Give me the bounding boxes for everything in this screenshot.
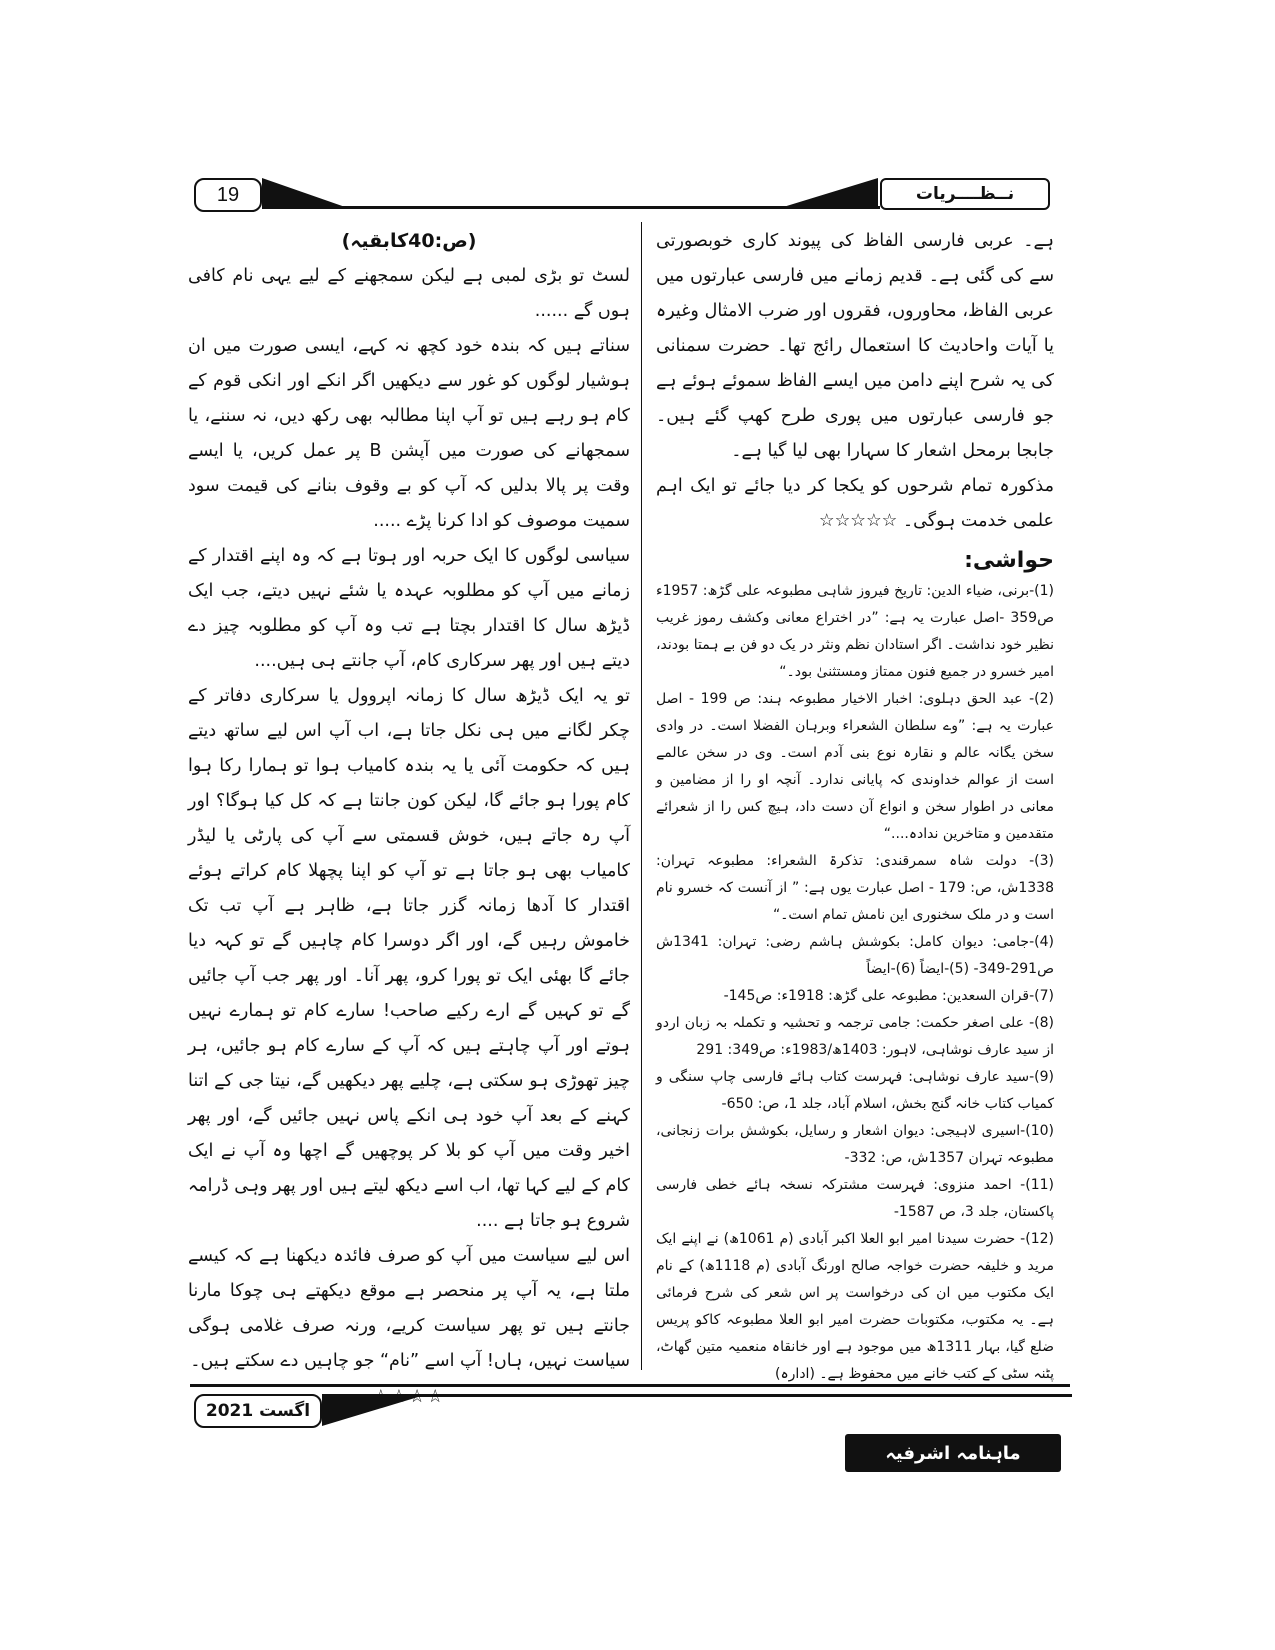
paragraph: ہے۔ عربی فارسی الفاظ کی پیوند کاری خوبصورتی سے کی گئی ہے۔ قدیم زمانے میں فارسی عبارتوں میں عربی الفاظ، محاوروں، فقروں اور ضرب الامثال وغیرہ یا آیات واحادیث کا استعمال رائج تھا۔ حضرت سمنانی کی یہ شرح اپنے دامن میں ایسے الفاظ سموئے ہوئے ہے جو فارسی عبارتوں میں پوری طرح کھپ گئے ہیں۔ جابجا برمحل اشعار کا سہارا بھی لیا گیا ہے۔ — [656, 231, 1054, 461]
footer-rule — [190, 1384, 1070, 1387]
footer-inner-rule — [322, 1394, 1072, 1397]
footnote: (8)- علی اصغر حکمت: جامی ترجمہ و تحشیہ و تکملہ بہ زبان اردو از سید عارف نوشاہی، لاہور: 1403ھ/1983ء: ص349: 291 — [656, 1015, 1054, 1058]
footnotes-heading: حواشی: — [964, 548, 1054, 573]
paragraph: تو یہ ایک ڈیڑھ سال کا زمانہ اپروول یا سرکاری دفاتر کے چکر لگانے میں ہی نکل جاتا ہے، اب آپ اس لیے ساتھ دیتے ہیں کہ حکومت آئی یا یہ بندہ کامیاب ہوا تو ہمارا رکا ہوا کام پورا ہو جائے گا، لیکن کون جانتا ہے کہ کل کیا ہوگا؟ اور آپ رہ جاتے ہیں، خوش قسمتی سے آپ کی پارٹی یا لیڈر کامیاب بھی ہو جاتا ہے تو آپ کو اپنا پچھلا کام کراتے ہوئے اقتدار کا آدھا زمانہ گزر جاتا ہے، ظاہر ہے آپ تب تک خاموش رہیں گے، اور اگر دوسرا کام چاہیں گے تو کہہ دیا جائے گا بھئی ایک تو پورا کرو، پھر آنا۔ اور پھر جب آپ جائیں گے تو کہیں گے ارے رکیے صاحب! سارے کام تو ہمارے نہیں ہوتے اور آپ چاہتے ہیں کہ آپ کے سارے کام ہو جائیں، ہر چیز تھوڑی ہو سکتی ہے، چلیے پھر دیکھیں گے، نیتا جی کے اتنا کہنے کے بعد آپ خود ہی انکے پاس نہیں جائیں گے، اور پھر اخیر وقت میں آپ کو بلا کر پوچھیں گے اچھا وہ آپ نے ایک کام کے لیے کہا تھا، اب اسے دیکھ لیتے ہیں اور پھر وہی ڈرامہ شروع ہو جاتا ہے .... — [188, 686, 630, 1231]
paragraph: اس لیے سیاست میں آپ کو صرف فائدہ دیکھنا ہے کہ کیسے ملتا ہے، یہ آپ پر منحصر ہے موقع دیکھتے ہی چوکا مارنا جانتے ہیں تو پھر سیاست کریے، ورنہ صرف غلامی ہوگی سیاست نہیں، ہاں! آپ اسے ”نام“ جو چاہیں دے سکتے ہیں۔ — [188, 1246, 630, 1371]
paragraph: سیاسی لوگوں کا ایک حربہ اور ہوتا ہے کہ وہ اپنے اقتدار کے زمانے میں آپ کو مطلوبہ عہدہ یا شئے نہیں دیتے، جب ایک ڈیڑھ سال کا اقتدار بچتا ہے تب وہ آپ کو مطلوبہ چیز دے دیتے ہیں اور پھر سرکاری کام، آپ جانتے ہی ہیں.... — [188, 546, 630, 671]
page-number: 19 — [194, 178, 262, 212]
footnote: (2)- عبد الحق دہلوی: اخبار الاخیار مطبوعہ ہند: ص 199 - اصل عبارت یہ ہے: ”وے سلطان الشعراء وبرہان الفضلا است۔ در وادی سخن یگانہ عالم و نقارہ نوع بنی آدم است۔ وی در سخن عالمے است از عوالم خداوندی کہ پایانی ندارد۔ آنچہ او را از مضامین و معانی در اطوار سخن و انواع آن دست داد، ہیچ کس را از شعرائے متقدمین و متاخرین ندادہ....“ — [656, 691, 1054, 842]
paragraph: مذکورہ تمام شرحوں کو یکجا کر دیا جائے تو ایک اہم علمی خدمت ہوگی۔ ☆☆☆☆☆ — [656, 476, 1054, 531]
footnote: (4)-جامی: دیوان کامل: بکوشش ہاشم رضی: تہران: 1341ش ص291-349- (5)-ایضاً (6)-ایضاً — [656, 934, 1054, 977]
footnote: (11)- احمد منزوی: فہرست مشترکہ نسخہ ہائے خطی فارسی پاکستان، جلد 3، ص 1587- — [656, 1177, 1054, 1220]
footer-left-triangle — [322, 1394, 430, 1428]
left-column — [188, 224, 630, 1414]
section-title: نــظــــريات — [880, 178, 1050, 210]
footnote: (10)-اسیری لاہیجی: دیوان اشعار و رسایل، بکوشش برات زنجانی، مطبوعہ تہران 1357ش، ص: 332- — [656, 1123, 1054, 1166]
paragraph: سناتے ہیں کہ بندہ خود کچھ نہ کہے، ایسی صورت میں ان ہوشیار لوگوں کو غور سے دیکھیں اگر انکے اور انکی قوم کے کام ہو رہے ہیں تو آپ اپنا مطالبہ بھی رکھ دیں، نہ سننے، یا سمجھانے کی صورت میں آپشن B پر عمل کریں، یا ایسے وقت پر پالا بدلیں کہ آپ کو بے وقوف بنانے کی قیمت سود سمیت موصوف کو ادا کرنا پڑے ..... — [188, 336, 630, 531]
footnote: (12)- حضرت سیدنا امیر ابو العلا اکبر آبادی (م 1061ھ) نے اپنے ایک مرید و خلیفہ حضرت خواجہ صالح اورنگ آبادی (م 1118ھ) کے نام ایک مکتوب میں ان کی درخواست پر اس شعر کی شرح فرمائی ہے۔ یہ مکتوب، مکتوبات حضرت امیر ابو العلا مطبوعہ کاکو پریس ضلع گیا، بہار 1311ھ میں موجود ہے اور خانقاہ منعمیہ متین گھاٹ، پٹنہ سٹی کے کتب خانے میں محفوظ ہے۔ (ادارہ) — [656, 1231, 1054, 1382]
footnote: (9)-سید عارف نوشاہی: فہرست کتاب ہائے فارسی چاپ سنگی و کمیاب کتاب خانہ گنج بخش، اسلام آباد، جلد 1، ص: 650- — [656, 1069, 1054, 1112]
column-divider — [641, 222, 642, 1370]
header-right-triangle — [780, 178, 880, 210]
paragraph: لسٹ تو بڑی لمبی ہے لیکن سمجھنے کے لیے یہی نام کافی ہوں گے ...... — [188, 266, 630, 321]
right-column — [656, 224, 1054, 1388]
footnote: (1)-برنی، ضیاء الدین: تاریخ فیروز شاہی مطبوعہ علی گڑھ: 1957ء ص359 -اصل عبارت یہ ہے: ”در اختراع معانی وکشف رموز غریب نظیر خود نداشت۔ اگر استادان نظم ونثر در یک دو فن بے ہمتا بودند، امیر خسرو در جمیع فنون ممتاز ومستثنیٰ بود۔“ — [656, 583, 1054, 680]
magazine-name: ماہنامہ اشرفیہ — [845, 1434, 1061, 1472]
footnote: (3)- دولت شاہ سمرقندی: تذکرۃ الشعراء: مطبوعہ تہران: 1338ش، ص: 179 - اصل عبارت یوں ہے: ” از آنست کہ خسرو نام است و در ملک سخنوری این نامش تمام است۔“ — [656, 853, 1054, 923]
issue-date: اگست 2021 — [194, 1394, 322, 1428]
footnote: (7)-قران السعدین: مطبوعہ علی گڑھ: 1918ء: ص145- — [723, 988, 1054, 1004]
continuation-title: (ص:40کابقیہ) — [341, 230, 477, 252]
